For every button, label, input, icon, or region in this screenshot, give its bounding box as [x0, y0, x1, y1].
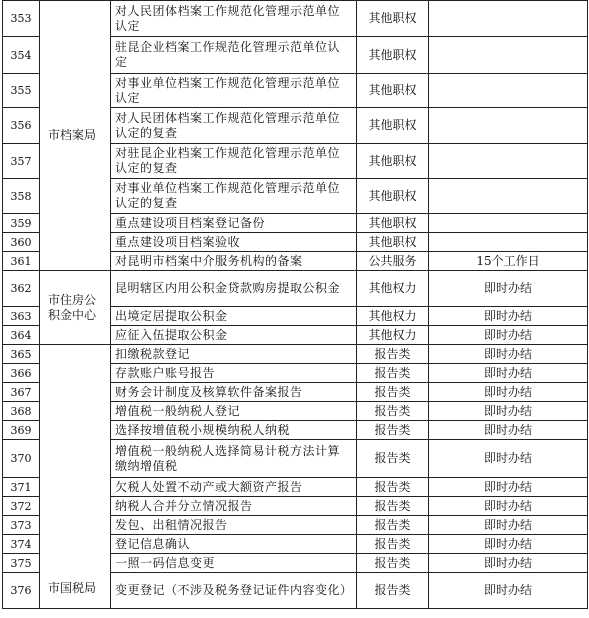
row-number: 358	[3, 179, 40, 214]
item-time: 15个工作日	[429, 252, 588, 271]
item-name: 驻昆企业档案工作规范化管理示范单位认定	[111, 37, 357, 74]
table-row	[3, 345, 588, 364]
item-name: 对事业单位档案工作规范化管理示范单位认定的复查	[111, 179, 357, 214]
item-time	[429, 74, 588, 108]
item-time: 即时办结	[429, 478, 588, 497]
item-time: 即时办结	[429, 421, 588, 440]
item-time: 即时办结	[429, 554, 588, 573]
row-number: 366	[3, 364, 40, 383]
item-name: 对驻昆企业档案工作规范化管理示范单位认定的复查	[111, 144, 357, 179]
row-number: 368	[3, 402, 40, 421]
item-name: 登记信息确认	[111, 535, 357, 554]
row-number: 359	[3, 214, 40, 233]
item-category: 报告类	[357, 573, 429, 609]
row-number: 371	[3, 478, 40, 497]
item-category: 其他权力	[357, 307, 429, 326]
item-category: 报告类	[357, 345, 429, 364]
item-category: 其他权力	[357, 271, 429, 307]
item-name: 昆明辖区内用公积金贷款购房提取公积金	[111, 271, 357, 307]
item-category: 报告类	[357, 421, 429, 440]
item-category: 报告类	[357, 554, 429, 573]
item-time: 即时办结	[429, 497, 588, 516]
item-name: 对昆明市档案中介服务机构的备案	[111, 252, 357, 271]
department-cell: 市住房公积金中心	[40, 271, 111, 345]
item-name: 扣缴税款登记	[111, 345, 357, 364]
item-category: 报告类	[357, 440, 429, 478]
row-number: 360	[3, 233, 40, 252]
item-category: 其他职权	[357, 179, 429, 214]
item-name: 增值税一般纳税人登记	[111, 402, 357, 421]
item-name: 重点建设项目档案验收	[111, 233, 357, 252]
item-category: 报告类	[357, 402, 429, 421]
item-time	[429, 179, 588, 214]
item-time: 即时办结	[429, 345, 588, 364]
row-number: 370	[3, 440, 40, 478]
row-number: 373	[3, 516, 40, 535]
row-number: 367	[3, 383, 40, 402]
item-category: 其他职权	[357, 144, 429, 179]
item-time	[429, 144, 588, 179]
item-name: 应征入伍提取公积金	[111, 326, 357, 345]
item-name: 对人民团体档案工作规范化管理示范单位认定的复查	[111, 108, 357, 144]
item-time: 即时办结	[429, 402, 588, 421]
row-number: 376	[3, 573, 40, 609]
department-cell: 市国税局	[40, 345, 111, 609]
item-name: 重点建设项目档案登记备份	[111, 214, 357, 233]
row-number: 374	[3, 535, 40, 554]
item-time	[429, 233, 588, 252]
item-time: 即时办结	[429, 307, 588, 326]
table-row	[3, 1, 588, 37]
item-name: 出境定居提取公积金	[111, 307, 357, 326]
item-category: 报告类	[357, 364, 429, 383]
row-number: 372	[3, 497, 40, 516]
row-number: 356	[3, 108, 40, 144]
item-name: 增值税一般纳税人选择简易计税方法计算缴纳增值税	[111, 440, 357, 478]
item-name: 纳税人合并分立情况报告	[111, 497, 357, 516]
item-time: 即时办结	[429, 364, 588, 383]
row-number: 362	[3, 271, 40, 307]
row-number: 361	[3, 252, 40, 271]
item-category: 报告类	[357, 478, 429, 497]
row-number: 363	[3, 307, 40, 326]
item-name: 变更登记（不涉及税务登记证件内容变化）	[111, 573, 357, 609]
row-number: 365	[3, 345, 40, 364]
item-category: 其他职权	[357, 1, 429, 37]
item-category: 其他权力	[357, 326, 429, 345]
row-number: 355	[3, 74, 40, 108]
item-time	[429, 37, 588, 74]
item-time: 即时办结	[429, 271, 588, 307]
row-number: 357	[3, 144, 40, 179]
item-name: 欠税人处置不动产或大额资产报告	[111, 478, 357, 497]
item-category: 公共服务	[357, 252, 429, 271]
item-category: 报告类	[357, 383, 429, 402]
item-time: 即时办结	[429, 516, 588, 535]
item-name: 对事业单位档案工作规范化管理示范单位认定	[111, 74, 357, 108]
item-name: 发包、出租情况报告	[111, 516, 357, 535]
item-name: 一照一码信息变更	[111, 554, 357, 573]
item-category: 其他职权	[357, 74, 429, 108]
item-time: 即时办结	[429, 326, 588, 345]
row-number: 375	[3, 554, 40, 573]
item-name: 选择按增值税小规模纳税人纳税	[111, 421, 357, 440]
row-number: 354	[3, 37, 40, 74]
item-category: 其他职权	[357, 37, 429, 74]
department-cell: 市档案局	[40, 1, 111, 271]
item-table	[2, 0, 588, 609]
item-time: 即时办结	[429, 383, 588, 402]
item-category: 其他职权	[357, 108, 429, 144]
item-time: 即时办结	[429, 535, 588, 554]
item-time	[429, 214, 588, 233]
row-number: 364	[3, 326, 40, 345]
item-time	[429, 108, 588, 144]
item-name: 存款账户账号报告	[111, 364, 357, 383]
item-name: 财务会计制度及核算软件备案报告	[111, 383, 357, 402]
item-category: 报告类	[357, 535, 429, 554]
item-category: 其他职权	[357, 214, 429, 233]
item-category: 报告类	[357, 516, 429, 535]
item-time: 即时办结	[429, 440, 588, 478]
item-category: 其他职权	[357, 233, 429, 252]
table-row	[3, 271, 588, 307]
item-name: 对人民团体档案工作规范化管理示范单位认定	[111, 1, 357, 37]
row-number: 369	[3, 421, 40, 440]
item-time: 即时办结	[429, 573, 588, 609]
item-category: 报告类	[357, 497, 429, 516]
row-number: 353	[3, 1, 40, 37]
item-time	[429, 1, 588, 37]
